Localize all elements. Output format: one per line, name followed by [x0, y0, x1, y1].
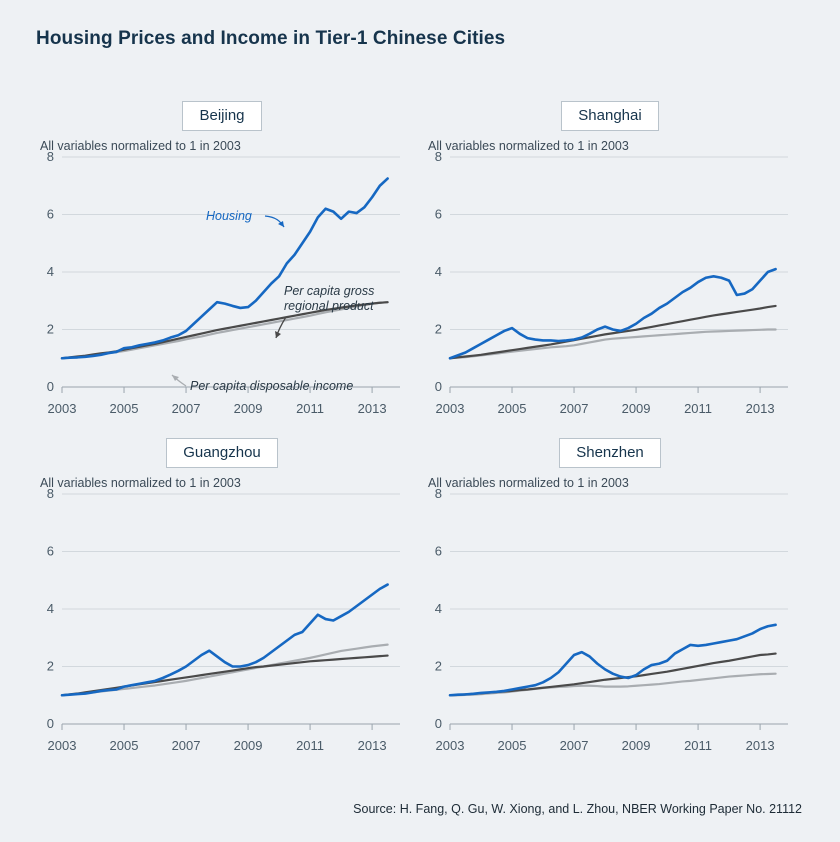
- y-tick-label: 6: [46, 206, 54, 222]
- y-tick-label: 8: [46, 149, 54, 164]
- x-tick-label: 2007: [559, 401, 589, 416]
- y-tick-label: 8: [46, 486, 54, 501]
- annotation-housing: Housing: [206, 209, 252, 223]
- annotation-grp-line1: Per capita gross: [284, 284, 375, 298]
- x-tick-label: 2009: [233, 738, 263, 753]
- y-tick-label: 2: [46, 658, 54, 674]
- y-tick-label: 4: [434, 264, 442, 279]
- panel-note-shenzhen: All variables normalized to 1 in 2003: [428, 476, 629, 490]
- plot-area-shenzhen: [410, 482, 810, 772]
- y-tick-label: 8: [434, 149, 442, 164]
- chart-svg: [22, 145, 422, 435]
- x-tick-label: 2009: [621, 401, 651, 416]
- y-tick-label: 2: [46, 321, 54, 337]
- x-tick-label: 2013: [357, 738, 387, 753]
- x-tick-label: 2011: [296, 401, 325, 416]
- y-tick-label: 2: [434, 321, 442, 337]
- annotation-income: Per capita disposable income: [190, 379, 354, 393]
- panel-title-label: Guangzhou: [166, 438, 278, 468]
- x-tick-label: 2009: [233, 401, 263, 416]
- x-tick-label: 2009: [621, 738, 651, 753]
- panel-title-beijing: [22, 101, 422, 131]
- x-tick-label: 2003: [435, 401, 465, 416]
- x-tick-label: 2013: [745, 738, 775, 753]
- x-tick-label: 2003: [435, 738, 465, 753]
- panel-guangzhou: [22, 422, 422, 772]
- y-tick-label: 2: [434, 658, 442, 674]
- panel-shanghai: [410, 85, 810, 435]
- annotation-grp-line2: regional product: [284, 299, 374, 313]
- y-tick-label: 4: [434, 601, 442, 616]
- source-note: Source: H. Fang, Q. Gu, W. Xiong, and L. Zhou, NBER Working Paper No. 21112: [353, 802, 802, 816]
- y-tick-label: 6: [46, 543, 54, 559]
- x-tick-label: 2005: [497, 738, 527, 753]
- y-tick-label: 0: [434, 379, 442, 394]
- y-tick-label: 0: [434, 716, 442, 731]
- series-line-housing: [62, 585, 388, 696]
- plot-area-shanghai: [410, 145, 810, 435]
- panel-title-label: Beijing: [182, 101, 261, 131]
- plot-area-beijing: [22, 145, 422, 435]
- annotation-housing-arrowhead: [278, 221, 284, 227]
- panel-title-guangzhou: [22, 438, 422, 468]
- x-tick-label: 2003: [47, 738, 77, 753]
- x-tick-label: 2013: [357, 401, 387, 416]
- y-tick-label: 0: [46, 716, 54, 731]
- x-tick-label: 2011: [684, 738, 713, 753]
- y-tick-label: 0: [46, 379, 54, 394]
- x-tick-label: 2003: [47, 401, 77, 416]
- x-tick-label: 2007: [171, 401, 201, 416]
- panel-beijing: [22, 85, 422, 435]
- x-tick-label: 2007: [559, 738, 589, 753]
- page-title: Housing Prices and Income in Tier-1 Chinese Cities: [36, 28, 506, 49]
- panel-note-guangzhou: All variables normalized to 1 in 2003: [40, 476, 241, 490]
- x-tick-label: 2005: [497, 401, 527, 416]
- x-tick-label: 2005: [109, 738, 139, 753]
- panel-note-shanghai: All variables normalized to 1 in 2003: [428, 139, 629, 153]
- y-tick-label: 4: [46, 601, 54, 616]
- chart-svg: [410, 482, 810, 772]
- panel-title-label: Shenzhen: [559, 438, 661, 468]
- x-tick-label: 2011: [684, 401, 713, 416]
- panel-shenzhen: [410, 422, 810, 772]
- panel-title-label: Shanghai: [561, 101, 658, 131]
- x-tick-label: 2013: [745, 401, 775, 416]
- x-tick-label: 2011: [296, 738, 325, 753]
- plot-area-guangzhou: [22, 482, 422, 772]
- panel-title-shanghai: [410, 101, 810, 131]
- y-tick-label: 6: [434, 206, 442, 222]
- y-tick-label: 4: [46, 264, 54, 279]
- x-tick-label: 2005: [109, 401, 139, 416]
- y-tick-label: 8: [434, 486, 442, 501]
- panel-title-shenzhen: [410, 438, 810, 468]
- y-tick-label: 6: [434, 543, 442, 559]
- chart-svg: [22, 482, 422, 772]
- x-tick-label: 2007: [171, 738, 201, 753]
- panel-note-beijing: All variables normalized to 1 in 2003: [40, 139, 241, 153]
- chart-svg: [410, 145, 810, 435]
